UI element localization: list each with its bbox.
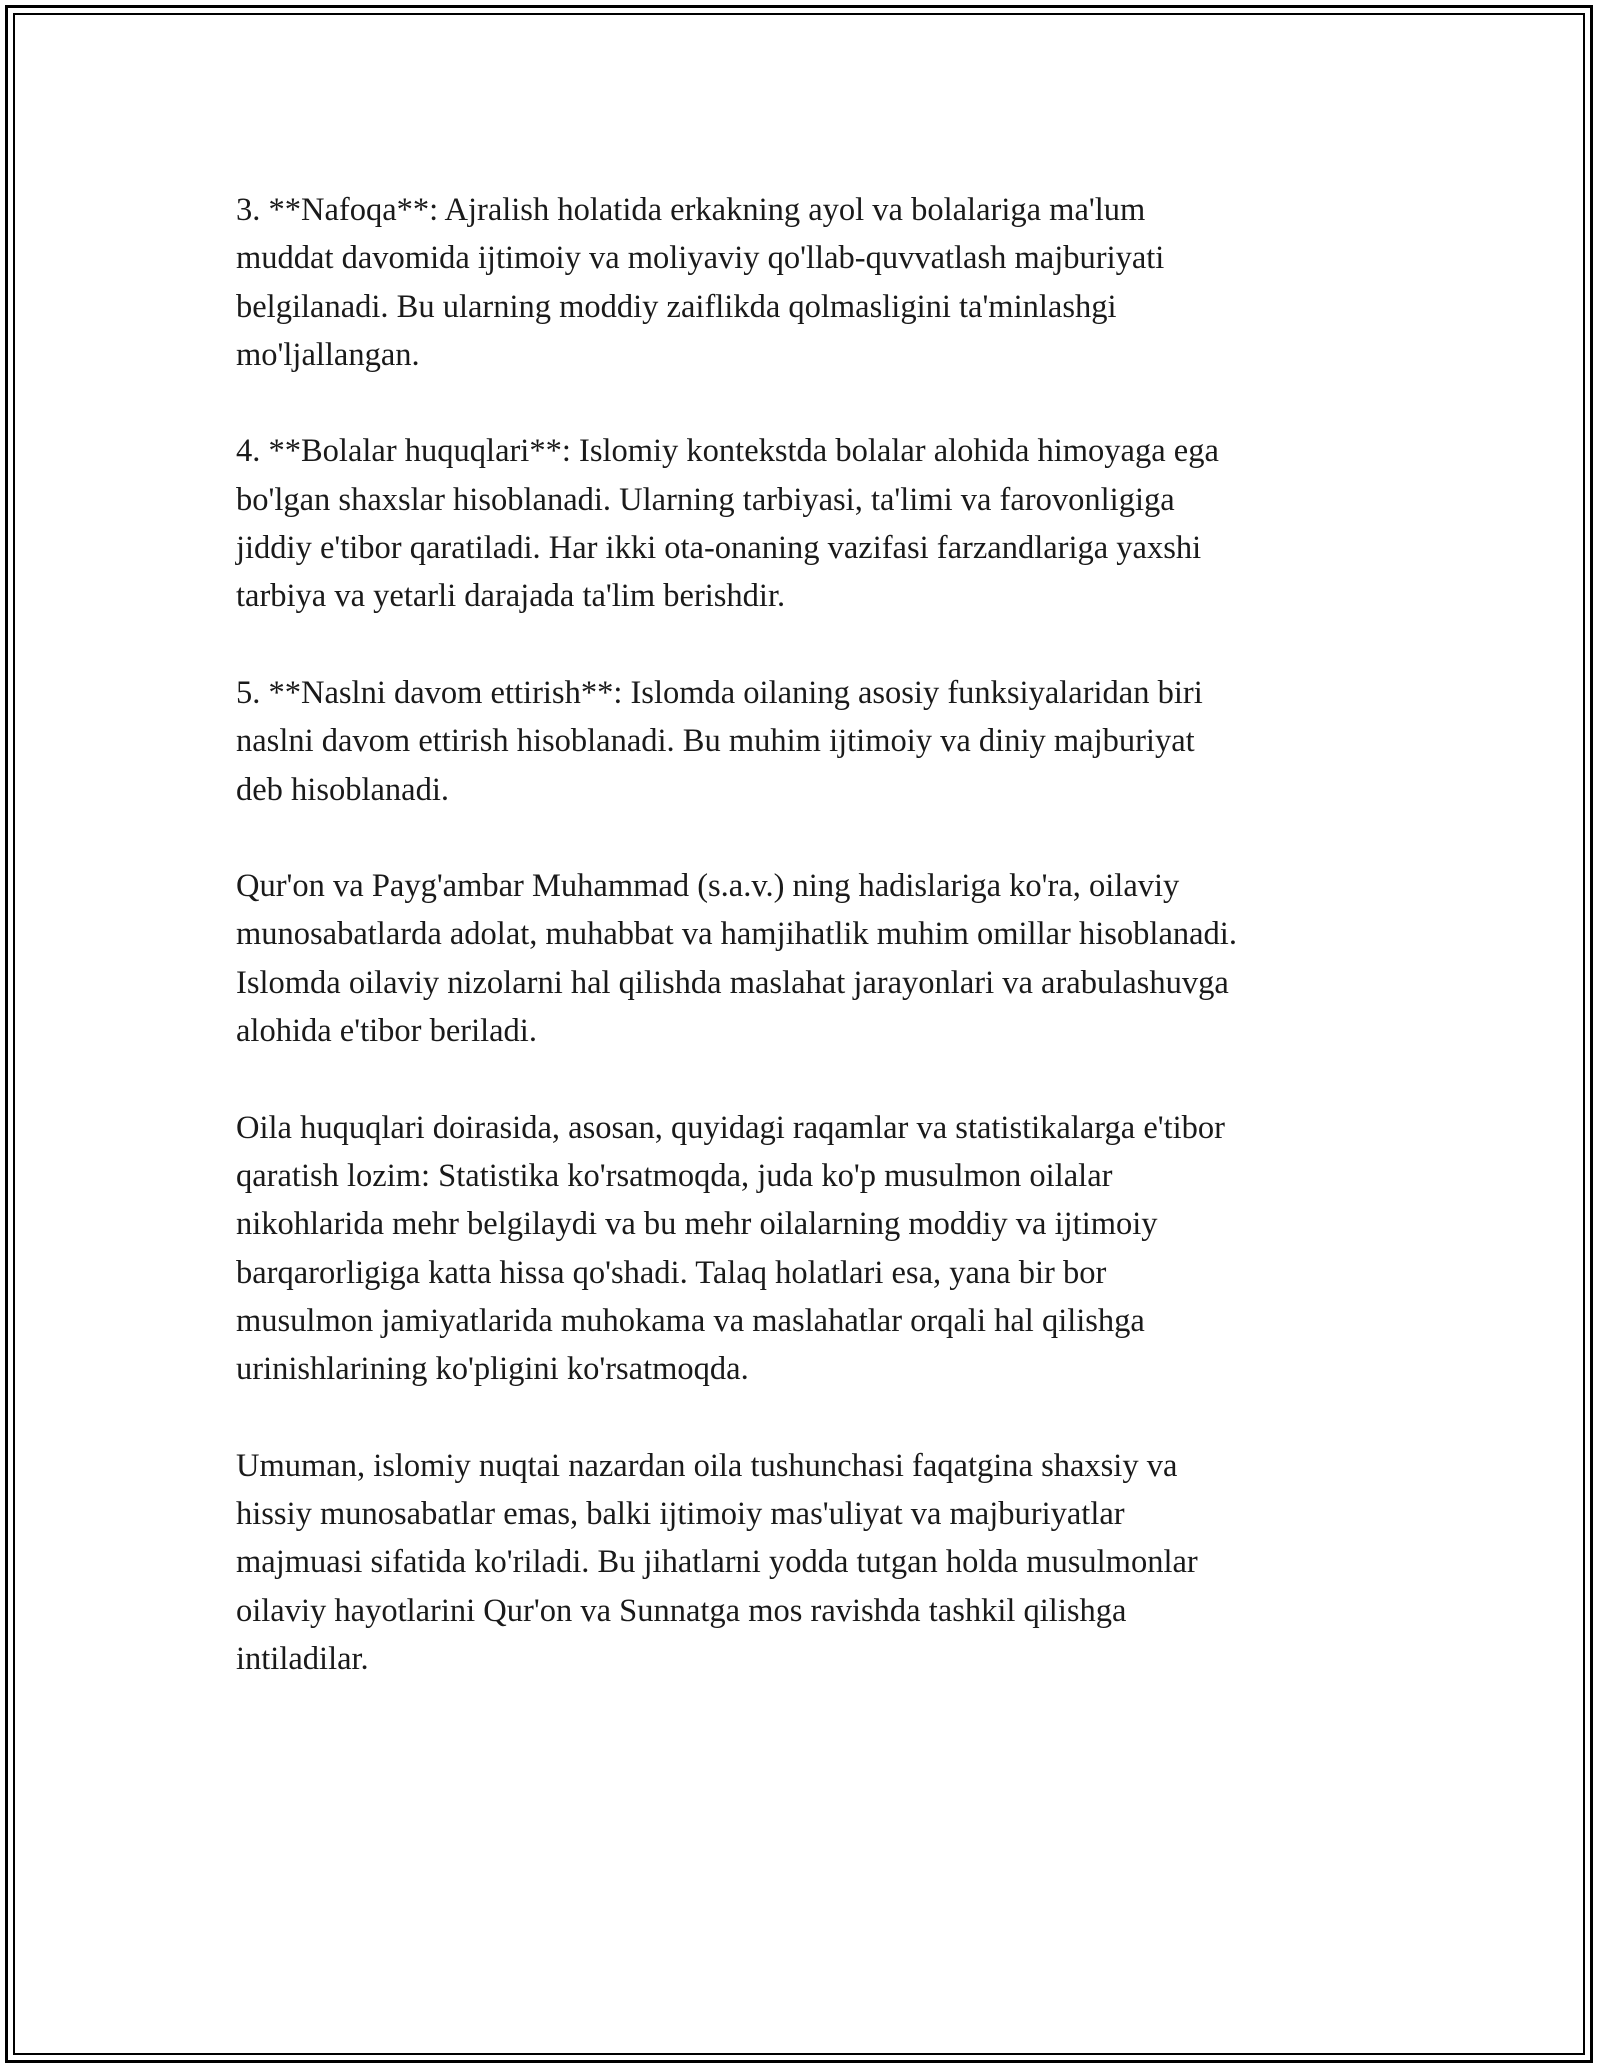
text-line: Umuman, islomiy nuqtai nazardan oila tushunchasi faqatgina shaxsiy va [236, 1447, 1178, 1484]
text-line: tarbiya va yetarli darajada ta'lim berishdir. [236, 578, 786, 615]
text-line: jiddiy e'tibor qaratiladi. Har ikki ota-onaning vazifasi farzandlariga yaxshi [236, 530, 1202, 567]
text-line: 3. **Nafoqa**: Ajralish holatida erkakning ayol va bolalariga ma'lum [236, 192, 1146, 228]
text-line: intiladilar. [236, 1640, 369, 1677]
text-line: bo'lgan shaxslar hisoblanadi. Ularning tarbiyasi, ta'limi va farovonligiga [236, 481, 1175, 518]
text-line: 5. **Naslni davom ettirish**: Islomda oilaning asosiy funksiyalaridan biri [236, 674, 1203, 711]
paragraph-bolalar-huquqlari [236, 427, 1386, 620]
document-body [236, 186, 1386, 1732]
text-line: Islomda oilaviy nizolarni hal qilishda maslahat jarayonlari va arabulashuvga [236, 964, 1229, 1001]
paragraph-naslni-davom-ettirish [236, 669, 1386, 814]
text-line: 4. **Bolalar huquqlari**: Islomiy kontekstda bolalar alohida himoyaga ega [236, 433, 1219, 470]
text-line: naslni davom ettirish hisoblanadi. Bu muhim ijtimoiy va diniy majburiyat [236, 723, 1195, 760]
paragraph-umuman-xulosa [236, 1442, 1386, 1683]
text-line: qaratish lozim: Statistika ko'rsatmoqda, juda ko'p musulmon oilalar [236, 1157, 1113, 1194]
text-line: nikohlarida mehr belgilaydi va bu mehr oilalarning moddiy va ijtimoiy [236, 1206, 1158, 1243]
text-line: deb hisoblanadi. [236, 771, 450, 808]
text-line: Oila huquqlari doirasida, asosan, quyidagi raqamlar va statistikalarga e'tibor [236, 1109, 1225, 1146]
text-line: mo'ljallangan. [236, 336, 420, 373]
paragraph-nafoqa [236, 186, 1386, 379]
text-line: musulmon jamiyatlarida muhokama va maslahatlar orqali hal qilishga [236, 1302, 1145, 1339]
text-line: munosabatlarda adolat, muhabbat va hamjihatlik muhim omillar hisoblanadi. [236, 916, 1237, 953]
text-line: urinishlarining ko'pligini ko'rsatmoqda. [236, 1351, 749, 1388]
text-line: oilaviy hayotlarini Qur'on va Sunnatga mos ravishda tashkil qilishga [236, 1592, 1127, 1629]
text-line: barqarorligiga katta hissa qo'shadi. Talaq holatlari esa, yana bir bor [236, 1254, 1107, 1291]
text-line: hissiy munosabatlar emas, balki ijtimoiy mas'uliyat va majburiyatlar [236, 1496, 1125, 1533]
text-line: alohida e'tibor beriladi. [236, 1013, 537, 1050]
text-line: majmuasi sifatida ko'riladi. Bu jihatlarni yodda tutgan holda musulmonlar [236, 1544, 1198, 1581]
text-line: belgilanadi. Bu ularning moddiy zaiflikda qolmasligini ta'minlashgi [236, 288, 1117, 325]
text-line: muddat davomida ijtimoiy va moliyaviy qo'llab-quvvatlash majburiyati [236, 240, 1165, 277]
paragraph-oila-huquqlari-statistika [236, 1104, 1386, 1394]
text-line: Qur'on va Payg'ambar Muhammad (s.a.v.) ning hadislariga ko'ra, oilaviy [236, 868, 1180, 905]
paragraph-quron-hadislar [236, 862, 1386, 1055]
